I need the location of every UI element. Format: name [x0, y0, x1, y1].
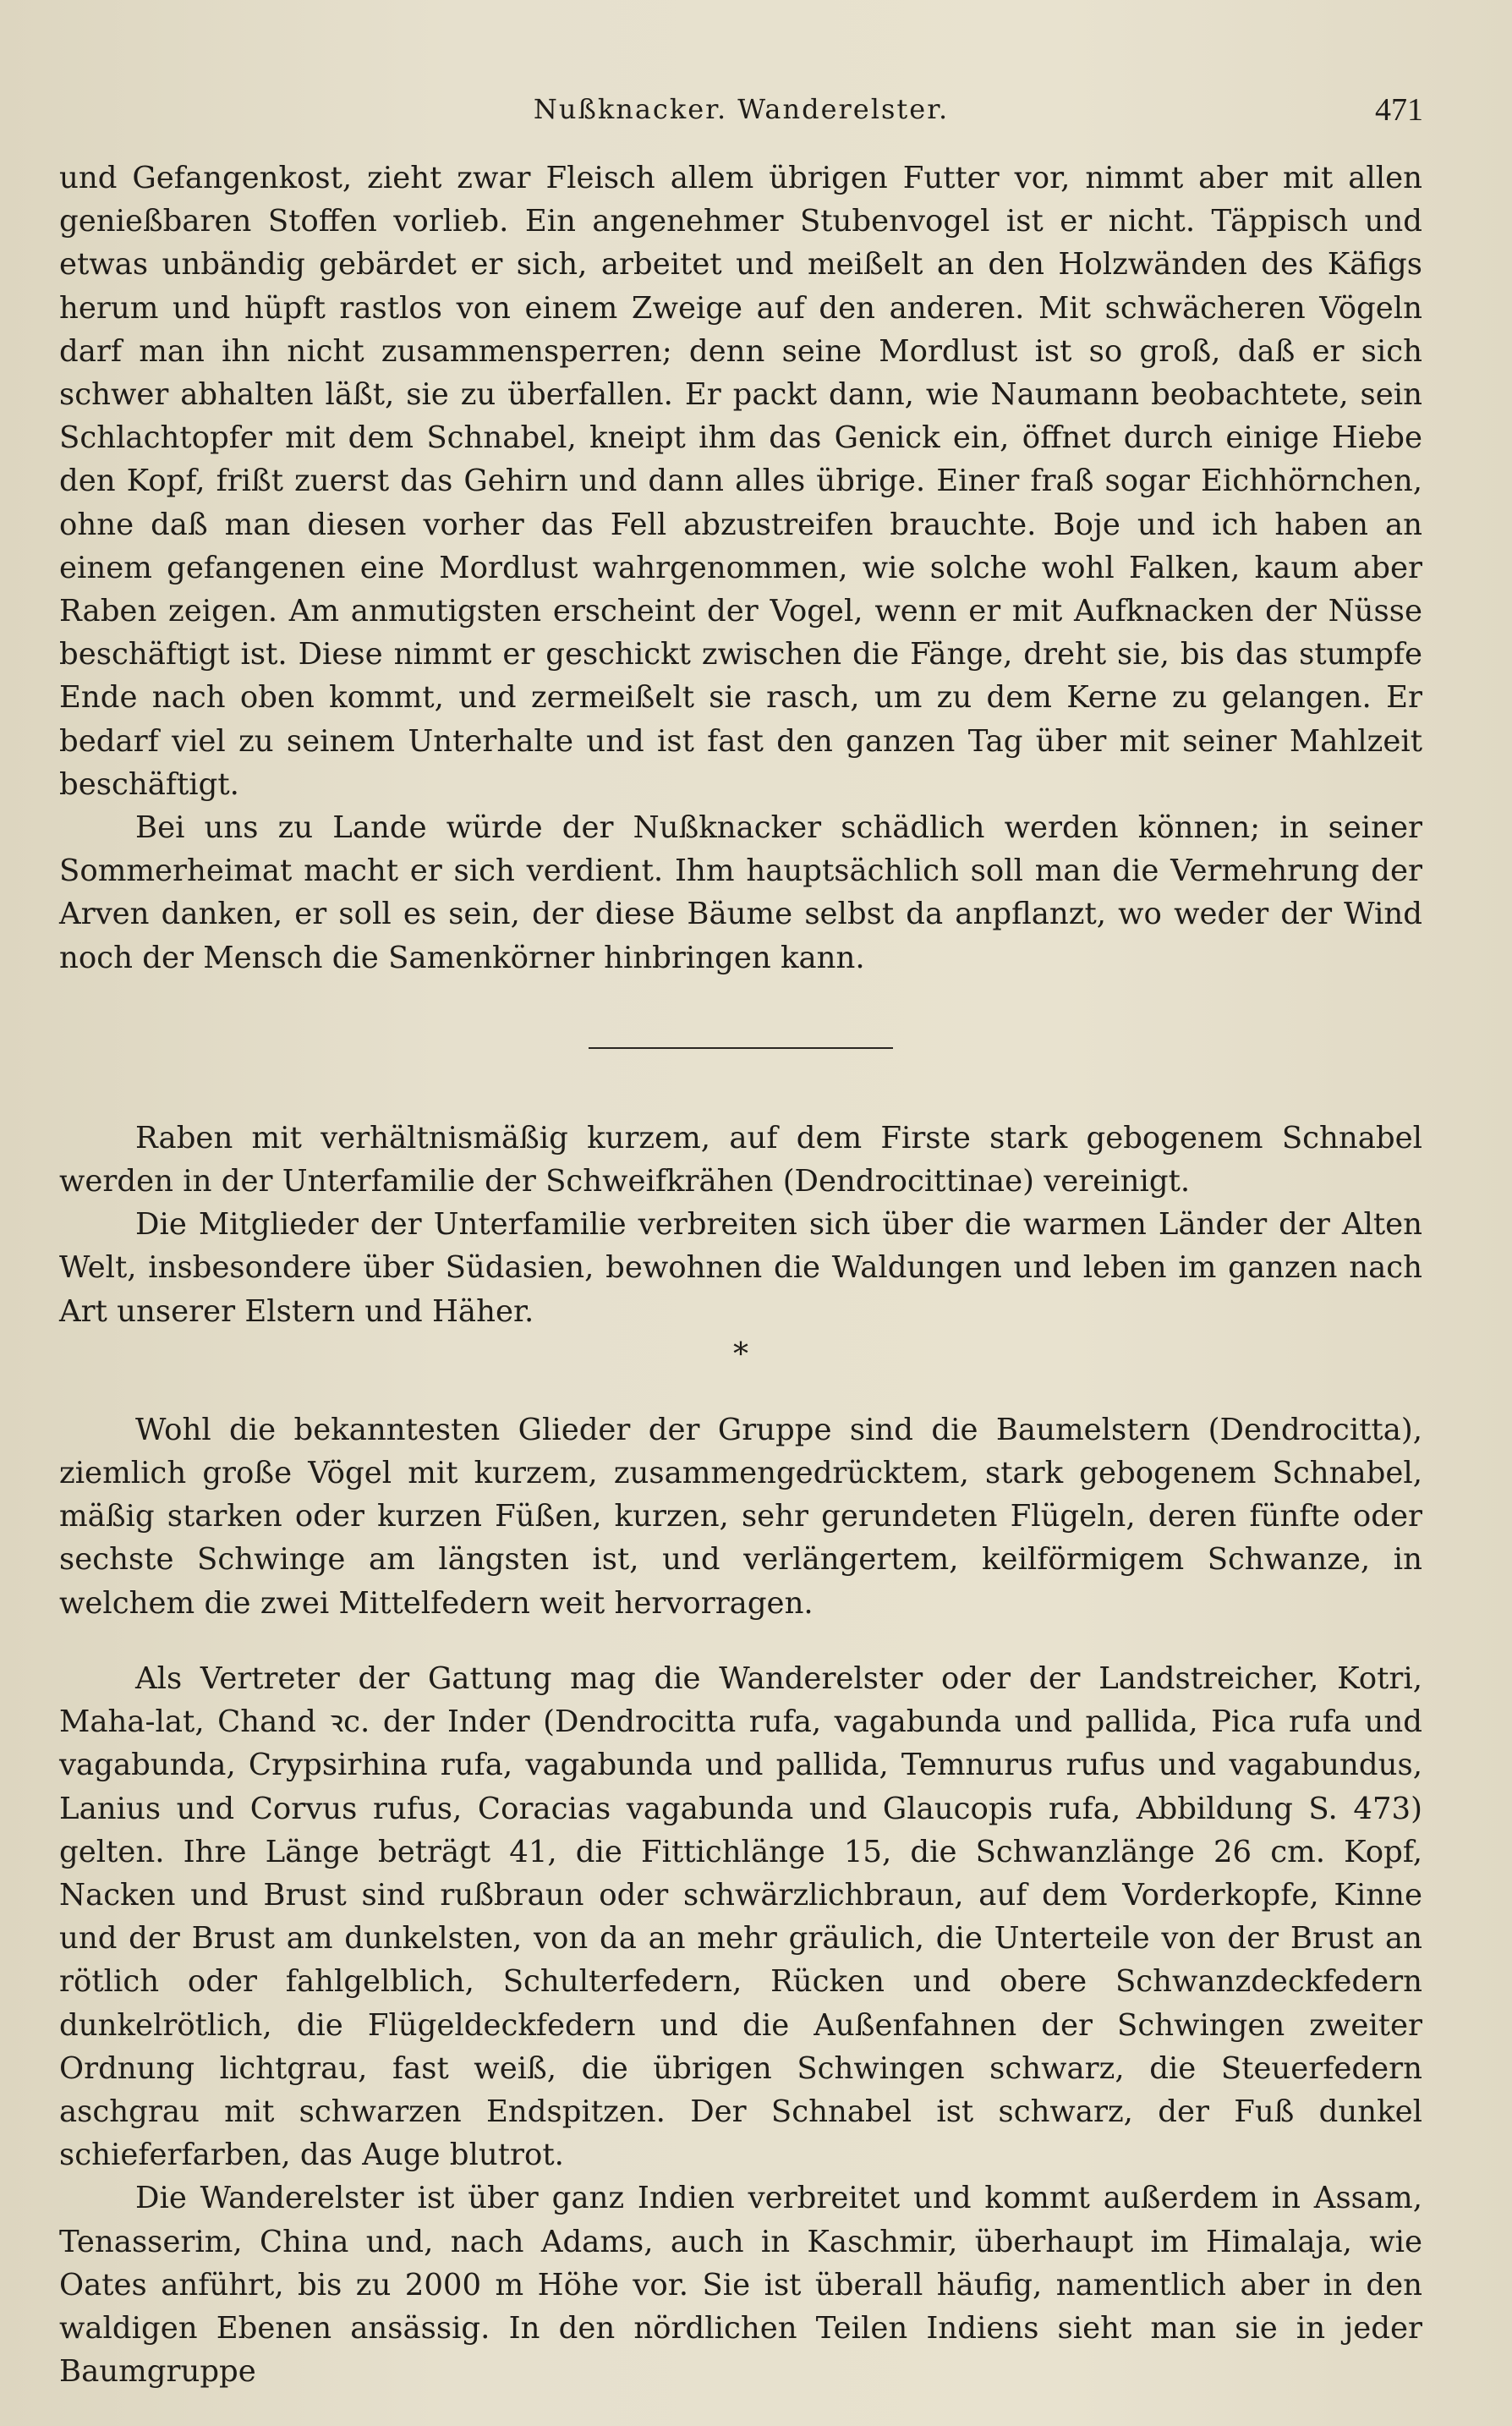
spacer [59, 1376, 1422, 1408]
paragraph-wanderelster-description: Als Vertreter der Gattung mag die Wanderelster oder der Landstreicher, Kotri, Maha-lat, Chand ꝛc. der Inder (Dendrocitta rufa, vagabunda und pallida, Pica rufa und vagabunda, Crypsirhina rufa, vagabunda und pallida, Temnurus rufus und vagabundus, Lanius und Corvus rufus, Coracias vagabunda und Glaucopis rufa, Abbildung S. 473) gelten. Ihre Länge beträgt 41, die Fittichlänge 15, die Schwanzlänge 26 cm. Kopf, Nacken und Brust sind rußbraun oder schwärzlichbraun, auf dem Vorderkopfe, Kinne und der Brust am dunkelsten, von da an mehr gräulich, die Unterteile von der Brust an rötlich oder fahlgelblich, Schulterfedern, Rücken und obere Schwanzdeckfedern dunkelrötlich, die Flügeldeckfedern und die Außenfahnen der Schwingen zweiter Ordnung lichtgrau, fast weiß, die übrigen Schwingen schwarz, die Steuerfedern aschgrau mit schwarzen Endspitzen. Der Schnabel ist schwarz, der Fuß dunkel schieferfarben, das Auge blutrot. [59, 1660, 1422, 2173]
page-number: 471 [1375, 92, 1423, 128]
asterisk-separator: * [733, 1336, 748, 1372]
paragraph-subfamily-distribution: Die Mitglieder der Unterfamilie verbreiten sich über die warmen Länder der Alten Welt, insbesondere über Südasien, bewohnen die Waldungen und leben im ganzen nach Art unserer Elstern und Häher. [59, 1207, 1422, 1329]
paragraph-wanderelster-range: Die Wanderelster ist über ganz Indien verbreitet und kommt außerdem in Assam, Tenasserim, China und, nach Adams, auch in Kaschmir, überhaupt im Himalaja, wie Oates anführt, bis zu 2000 m Höhe vor. Sie ist überall häufig, namentlich aber in den waldigen Ebenen ansässig. In den nördlichen Teilen Indiens sieht man sie in jeder Baumgruppe [59, 2181, 1422, 2390]
section-divider [589, 1047, 893, 1049]
paragraph-nutcracker-usefulness: Bei uns zu Lande würde der Nußknacker schädlich werden können; in seiner Sommerheimat macht er sich verdient. Ihm hauptsächlich soll man die Vermehrung der Arven danken, er soll es sein, der diese Bäume selbst da anpflanzt, wo weder der Wind noch der Mensch die Samenkörner hinbringen kann. [59, 810, 1422, 975]
paragraph-nutcracker-captivity: und Gefangenkost, zieht zwar Fleisch allem übrigen Futter vor, nimmt aber mit allen genießbaren Stoffen vorlieb. Ein angenehmer Stubenvogel ist er nicht. Täppisch und etwas unbändig gebärdet er sich, arbeitet und meißelt an den Holzwänden des Käfigs herum und hüpft rastlos von einem Zweige auf den anderen. Mit schwächeren Vögeln darf man ihn nicht zusammensperren; denn seine Mordlust ist so groß, daß er sich schwer abhalten läßt, sie zu überfallen. Er packt dann, wie Naumann beobachtete, sein Schlachtopfer mit dem Schnabel, kneipt ihm das Genick ein, öffnet durch einige Hiebe den Kopf, frißt zuerst das Gehirn und dann alles übrige. Einer fraß sogar Eichhörnchen, ohne daß man diesen vorher das Fell abzustreifen brauchte. Boje und ich haben an einem gefangenen eine Mordlust wahrgenommen, wie solche wohl Falken, kaum aber Raben zeigen. Am anmutigsten erscheint der Vogel, wenn er mit Aufknacken der Nüsse beschäftigt ist. Diese nimmt er geschickt zwischen die Fänge, dreht sie, bis das stumpfe Ende nach oben kommt, und zermeißelt sie rasch, um zu dem Kerne zu gelangen. Er bedarf viel zu seinem Unterhalte und ist fast den ganzen Tag über mit seiner Mahlzeit beschäftigt. [59, 161, 1422, 802]
paragraph-subfamily-intro: Raben mit verhältnismäßig kurzem, auf dem Firste stark gebogenem Schnabel werden in der Unterfamilie der Schweifkrähen (Dendrocittinae) vereinigt. [59, 1120, 1422, 1199]
spacer [59, 1625, 1422, 1657]
running-title: Nußknacker. Wanderelster. [533, 93, 950, 125]
body-text [59, 156, 1422, 2393]
paragraph-tree-pies: Wohl die bekanntesten Glieder der Gruppe sind die Baumelstern (Dendrocitta), ziemlich große Vögel mit kurzem, zusammengedrücktem, stark gebogenem Schnabel, mäßig starken oder kurzen Füßen, kurzen, sehr gerundeten Flügeln, deren fünfte oder sechste Schwinge am längsten ist, und verlängertem, keilförmigem Schwanze, in welchem die zwei Mittelfedern weit hervorragen. [59, 1412, 1422, 1621]
page-header [59, 85, 1423, 135]
